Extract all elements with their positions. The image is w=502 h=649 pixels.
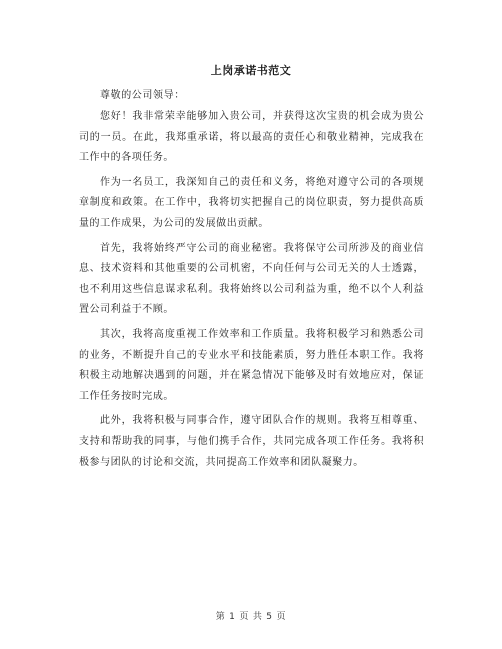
paragraph-teamwork: 此外，我将积极与同事合作，遵守团队合作的规则。我将互相尊重、支持和帮助我的同事，与他们携手合作，共同完成各项工作任务。我将积极参与团队的讨论和交流，共同提高工作效率和团队凝聚力。 [79, 415, 424, 468]
page-number-footer: 第 1 页 共 5 页 [215, 612, 287, 622]
paragraph-efficiency: 其次，我将高度重视工作效率和工作质量。我将积极学习和熟悉公司的业务，不断提升自己的专业水平和技能素质，努力胜任本职工作。我将积极主动地解决遇到的问题，并在紧急情况下能够及时有效地应对，保证工作任务按时完成。 [79, 328, 424, 402]
document-body [79, 107, 424, 477]
paragraph-confidentiality: 首先，我将始终严守公司的商业秘密。我将保守公司所涉及的商业信息、技术资料和其他重要的公司机密，不向任何与公司无关的人士透露，也不利用这些信息谋求私利。我将始终以公司利益为重，绝不以个人利益置公司利益于不顾。 [79, 242, 424, 316]
document-title: 上岗承诺书范文 [210, 64, 292, 77]
salutation: 尊敬的公司领导： [100, 90, 185, 101]
paragraph-greeting: 您好！我非常荣幸能够加入贵公司，并获得这次宝贵的机会成为贵公司的一员。在此，我郑重承诺，将以最高的责任心和敬业精神，完成我在工作中的各项任务。 [79, 111, 424, 164]
paragraph-duty: 作为一名员工，我深知自己的责任和义务，将绝对遵守公司的各项规章制度和政策。在工作中，我将切实把握自己的岗位职责，努力提供高质量的工作成果，为公司的发展做出贡献。 [79, 176, 424, 229]
